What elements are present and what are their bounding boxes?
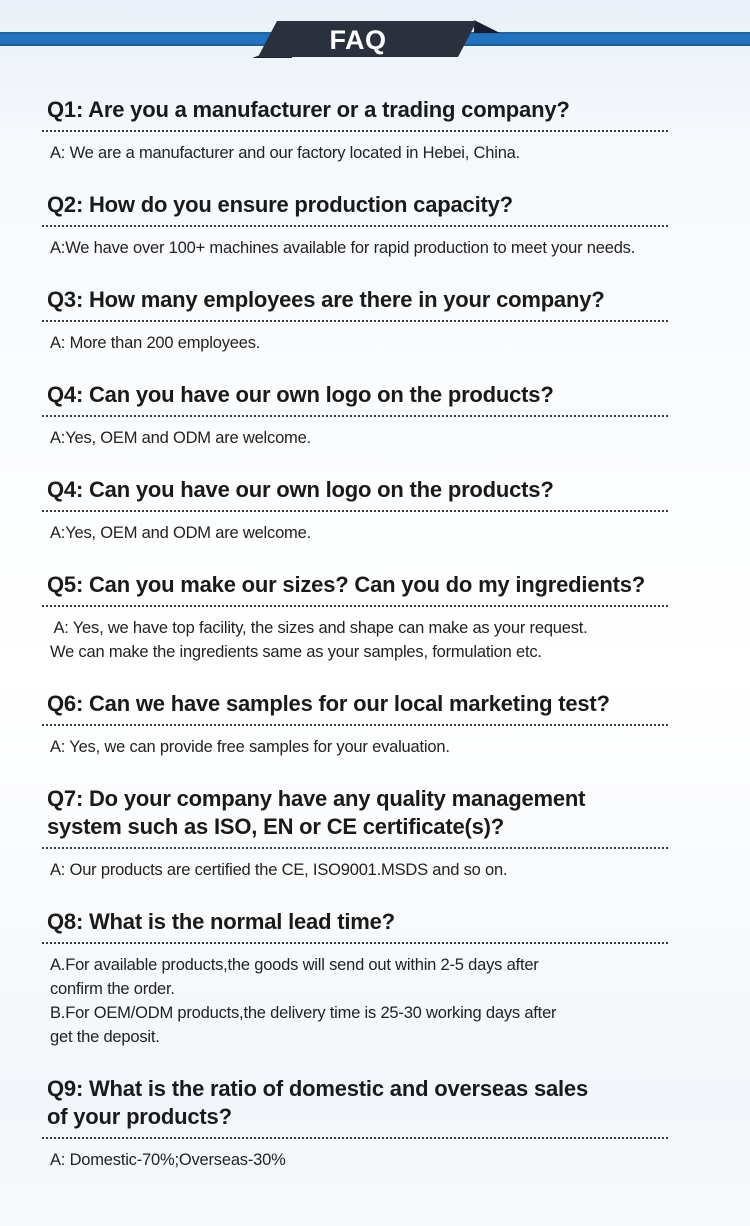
- faq-answer-line: get the deposit.: [50, 1028, 160, 1046]
- faq-banner-title: FAQ: [329, 25, 387, 55]
- faq-item: [42, 191, 722, 260]
- faq-question-line: system such as ISO, EN or CE certificate(s)?: [47, 814, 505, 839]
- faq-answer: [42, 236, 722, 260]
- faq-question-line: Q7: Do your company have any quality management: [47, 786, 586, 811]
- faq-item: [42, 96, 722, 165]
- faq-answer-line: A:Yes, OEM and ODM are welcome.: [50, 524, 311, 542]
- faq-answer-line: We can make the ingredients same as your samples, formulation etc.: [50, 643, 542, 661]
- faq-question-line: Q8: What is the normal lead time?: [47, 909, 395, 934]
- faq-question-line: Q2: How do you ensure production capacity?: [47, 192, 513, 217]
- faq-question: [42, 908, 722, 936]
- faq-answer: [42, 521, 722, 545]
- faq-question-line: Q4: Can you have our own logo on the products?: [47, 477, 554, 502]
- faq-question: [42, 571, 722, 599]
- faq-question: [42, 1075, 722, 1131]
- faq-answer-line: confirm the order.: [50, 980, 175, 998]
- faq-answer-line: A: Yes, we can provide free samples for your evaluation.: [50, 738, 450, 756]
- dotted-divider: [42, 415, 668, 417]
- dotted-divider: [42, 320, 668, 322]
- faq-answer: [42, 735, 722, 759]
- dotted-divider: [42, 605, 668, 607]
- faq-question: [42, 381, 722, 409]
- faq-answer: [42, 1148, 722, 1172]
- faq-answer: [42, 141, 722, 165]
- faq-item: [42, 690, 722, 759]
- dotted-divider: [42, 510, 668, 512]
- faq-question: [42, 690, 722, 718]
- ribbon-fold-right: [474, 20, 500, 33]
- faq-answer: [42, 331, 722, 355]
- faq-question: [42, 286, 722, 314]
- faq-answer-line: A:Yes, OEM and ODM are welcome.: [50, 429, 311, 447]
- faq-question-line: Q1: Are you a manufacturer or a trading company?: [47, 97, 570, 122]
- faq-answer-line: A: Domestic-70%;Overseas-30%: [50, 1151, 286, 1169]
- faq-item: [42, 476, 722, 545]
- faq-item: [42, 571, 722, 664]
- faq-answer: [42, 616, 722, 664]
- dotted-divider: [42, 130, 668, 132]
- faq-answer-line: A:We have over 100+ machines available for rapid production to meet your needs.: [50, 239, 636, 257]
- faq-question-line: Q9: What is the ratio of domestic and overseas sales: [47, 1076, 588, 1101]
- faq-answer: [42, 858, 722, 882]
- faq-answer-line: A: More than 200 employees.: [50, 334, 261, 352]
- faq-item: [42, 1075, 722, 1172]
- dotted-divider: [42, 724, 668, 726]
- faq-question-line: Q5: Can you make our sizes? Can you do my ingredients?: [47, 572, 645, 597]
- faq-answer-line: A: Yes, we have top facility, the sizes and shape can make as your request.: [50, 619, 588, 637]
- faq-question: [42, 785, 722, 841]
- dotted-divider: [42, 1137, 668, 1139]
- faq-question: [42, 96, 722, 124]
- faq-item: [42, 381, 722, 450]
- faq-header: [0, 0, 750, 80]
- faq-answer-line: A.For available products,the goods will send out within 2-5 days after: [50, 956, 539, 974]
- faq-list: [0, 80, 750, 1172]
- faq-answer-line: B.For OEM/ODM products,the delivery time is 25-30 working days after: [50, 1004, 557, 1022]
- faq-answer-line: A: We are a manufacturer and our factory located in Hebei, China.: [50, 144, 521, 162]
- faq-item: [42, 286, 722, 355]
- faq-answer-line: A: Our products are certified the CE, ISO9001.MSDS and so on.: [50, 861, 508, 879]
- faq-answer: [42, 953, 722, 1049]
- faq-answer: [42, 426, 722, 450]
- faq-question-line: of your products?: [47, 1104, 232, 1129]
- faq-question: [42, 476, 722, 504]
- faq-question-line: Q3: How many employees are there in your company?: [47, 287, 605, 312]
- faq-item: [42, 785, 722, 882]
- faq-question-line: Q6: Can we have samples for our local marketing test?: [47, 691, 610, 716]
- dotted-divider: [42, 225, 668, 227]
- faq-question-line: Q4: Can you have our own logo on the products?: [47, 382, 554, 407]
- faq-question: [42, 191, 722, 219]
- dotted-divider: [42, 847, 668, 849]
- faq-item: [42, 908, 722, 1049]
- dotted-divider: [42, 942, 668, 944]
